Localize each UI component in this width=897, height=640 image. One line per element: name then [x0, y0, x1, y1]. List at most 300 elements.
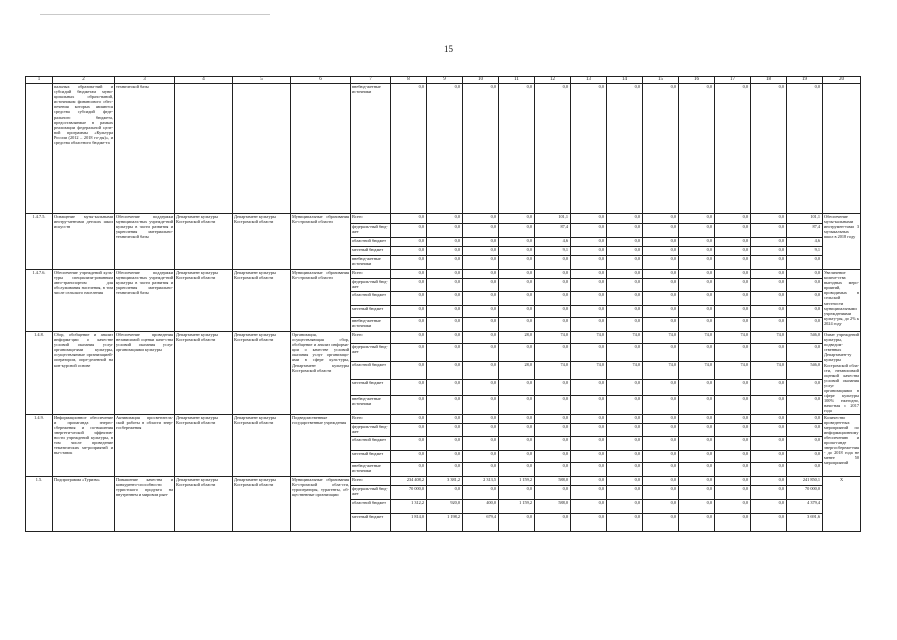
amount-cell: 0,0 — [499, 414, 535, 423]
amount-cell: 0,0 — [679, 270, 715, 279]
amount-cell: 0,0 — [679, 84, 715, 214]
amount-cell: 0,0 — [751, 485, 787, 499]
amount-cell: 0,0 — [607, 318, 643, 332]
amount-cell: 0,0 — [571, 84, 607, 214]
amount-cell: 74,0 — [571, 332, 607, 344]
amount-cell: 0,0 — [571, 256, 607, 270]
amount-cell: 0,0 — [643, 414, 679, 423]
amount-cell: 0,0 — [715, 256, 751, 270]
amount-cell: 0,0 — [427, 306, 463, 318]
amount-cell: 241 850,1 — [787, 476, 823, 485]
amount-cell: 0,0 — [391, 450, 427, 462]
amount-cell: 0,0 — [751, 318, 787, 332]
amount-cell: 0,0 — [571, 279, 607, 292]
amount-cell: 0,0 — [427, 224, 463, 238]
amount-cell: 0,0 — [643, 423, 679, 436]
amount-cell: 0,0 — [787, 84, 823, 214]
amount-cell: 0,0 — [499, 462, 535, 476]
amount-cell: 0,0 — [715, 292, 751, 306]
amount-cell: 0,0 — [643, 485, 679, 499]
amount-cell: 0,0 — [607, 84, 643, 214]
amount-cell: 0,0 — [715, 436, 751, 450]
amount-cell: 0,0 — [427, 414, 463, 423]
amount-cell: 0,0 — [391, 292, 427, 306]
amount-cell: 0,0 — [643, 499, 679, 513]
amount-cell: 0,0 — [715, 318, 751, 332]
amount-cell: 0,0 — [787, 414, 823, 423]
amount-cell: 679,4 — [463, 513, 499, 531]
amount-cell: 0,0 — [463, 462, 499, 476]
amount-cell: 0,0 — [715, 513, 751, 531]
amount-cell: 0,0 — [499, 423, 535, 436]
column-number: 1 — [26, 77, 53, 84]
amount-cell: 0,0 — [643, 318, 679, 332]
amount-cell: 0,0 — [607, 279, 643, 292]
amount-cell: 0,0 — [463, 270, 499, 279]
column-number: 4 — [175, 77, 233, 84]
amount-cell: 0,0 — [571, 414, 607, 423]
funding-source: Всего — [351, 414, 391, 423]
amount-cell: 0,0 — [643, 84, 679, 214]
amount-cell: 0,0 — [463, 214, 499, 224]
amount-cell: 0,0 — [463, 396, 499, 414]
expected-result: Обеспечение музы-кальными инструмен-тами 3 музыкальных школ в 2018 году — [823, 214, 861, 270]
amount-cell: 0,0 — [427, 396, 463, 414]
amount-cell: 74,0 — [571, 362, 607, 380]
amount-cell: 0,0 — [643, 436, 679, 450]
column-number: 14 — [607, 77, 643, 84]
item-number — [26, 84, 53, 214]
item-number: 1.4.7.5. — [26, 214, 53, 270]
amount-cell: 0,0 — [643, 247, 679, 256]
amount-cell: 0,0 — [751, 423, 787, 436]
amount-cell: 0,0 — [679, 396, 715, 414]
amount-cell: 0,0 — [607, 224, 643, 238]
amount-cell: 4 379,4 — [787, 499, 823, 513]
amount-cell: 0,0 — [499, 396, 535, 414]
amount-cell: 0,0 — [571, 270, 607, 279]
amount-cell: 0,0 — [787, 380, 823, 396]
column-number: 19 — [787, 77, 823, 84]
amount-cell: 0,0 — [787, 343, 823, 361]
amount-cell: 546,0 — [787, 332, 823, 344]
amount-cell: 0,0 — [787, 396, 823, 414]
amount-cell: 0,0 — [679, 279, 715, 292]
amount-cell: 0,0 — [715, 380, 751, 396]
amount-cell: 0,0 — [643, 450, 679, 462]
funding-source: федераль-ный бюд-жет — [351, 343, 391, 361]
amount-cell: 0,0 — [391, 423, 427, 436]
amount-cell: 0,0 — [535, 462, 571, 476]
amount-cell: 0,0 — [715, 396, 751, 414]
amount-cell: 3 381,2 — [427, 476, 463, 485]
amount-cell: 0,0 — [571, 318, 607, 332]
amount-cell: 0,0 — [499, 485, 535, 499]
column-number: 13 — [571, 77, 607, 84]
amount-cell: 0,0 — [463, 247, 499, 256]
amount-cell: 0,0 — [643, 270, 679, 279]
amount-cell: 0,0 — [463, 332, 499, 344]
amount-cell: 0,0 — [499, 513, 535, 531]
amount-cell: 0,0 — [751, 214, 787, 224]
item-name: Подпрограмма «Туризм» — [53, 476, 115, 531]
responsible-executor: Департамент культуры Костромской области — [175, 270, 233, 332]
amount-cell: 0,0 — [607, 306, 643, 318]
amount-cell: 0,0 — [463, 450, 499, 462]
funding-source: областной бюджет — [351, 499, 391, 513]
amount-cell: 0,0 — [571, 476, 607, 485]
amount-cell: 0,0 — [391, 396, 427, 414]
amount-cell: 0,0 — [607, 462, 643, 476]
funding-source: местный бюджет — [351, 450, 391, 462]
amount-cell: 0,0 — [607, 476, 643, 485]
amount-cell: 0,0 — [535, 343, 571, 361]
amount-cell: 0,0 — [607, 436, 643, 450]
amount-cell: 0,0 — [427, 362, 463, 380]
amount-cell: 0,0 — [571, 306, 607, 318]
amount-cell: 0,0 — [571, 450, 607, 462]
co-executor: Департамент культуры Костромской области — [233, 332, 291, 415]
amount-cell: 0,0 — [535, 380, 571, 396]
table-row — [26, 476, 861, 485]
amount-cell: 101,1 — [535, 214, 571, 224]
column-number: 3 — [115, 77, 175, 84]
funding-source: местный бюджет — [351, 513, 391, 531]
amount-cell: 0,0 — [427, 423, 463, 436]
amount-cell: 0,0 — [499, 343, 535, 361]
amount-cell: 74,0 — [715, 362, 751, 380]
amount-cell: 0,0 — [571, 513, 607, 531]
funding-source: внебюд-жетные источники — [351, 462, 391, 476]
amount-cell: 0,0 — [751, 513, 787, 531]
funding-source: Всего — [351, 270, 391, 279]
table-row — [26, 214, 861, 224]
participants: Подведомственные государственные учреждения — [291, 414, 351, 476]
amount-cell: 0,0 — [463, 362, 499, 380]
amount-cell: 0,0 — [679, 423, 715, 436]
funding-source: местный бюджет — [351, 380, 391, 396]
amount-cell: 0,0 — [715, 423, 751, 436]
item-name: Обеспечение учреждений куль-туры специализи-рованным авто-транспортом для обслуживания населения, в том числе сельского населения — [53, 270, 115, 332]
amount-cell: 0,0 — [679, 450, 715, 462]
amount-cell: 0,0 — [715, 306, 751, 318]
amount-cell: 0,0 — [643, 224, 679, 238]
column-number: 2 — [53, 77, 115, 84]
amount-cell: 0,0 — [751, 414, 787, 423]
funding-source: местный бюджет — [351, 306, 391, 318]
amount-cell: 1 814,0 — [391, 513, 427, 531]
amount-cell: 0,0 — [391, 214, 427, 224]
amount-cell: 87,4 — [535, 224, 571, 238]
amount-cell: 0,0 — [427, 247, 463, 256]
amount-cell: 74,0 — [751, 362, 787, 380]
amount-cell: 0,0 — [499, 292, 535, 306]
amount-cell: 74,0 — [679, 332, 715, 344]
participants: Муниципальные образования Ко-стромской обла-сти, туроператоры, турагенты, об-щественные организации — [291, 476, 351, 531]
amount-cell: 0,0 — [535, 318, 571, 332]
amount-cell: 0,0 — [463, 343, 499, 361]
amount-cell: 0,0 — [679, 499, 715, 513]
amount-cell: 0,0 — [427, 292, 463, 306]
column-number: 10 — [463, 77, 499, 84]
amount-cell: 0,0 — [715, 238, 751, 247]
amount-cell: 920,0 — [427, 499, 463, 513]
amount-cell: 0,0 — [679, 414, 715, 423]
amount-cell: 0,0 — [463, 436, 499, 450]
amount-cell: 0,0 — [571, 423, 607, 436]
amount-cell: 74,0 — [607, 362, 643, 380]
column-number: 7 — [351, 77, 391, 84]
amount-cell: 0,0 — [391, 306, 427, 318]
column-number: 16 — [679, 77, 715, 84]
amount-cell: 9,1 — [787, 247, 823, 256]
amount-cell: 0,0 — [463, 224, 499, 238]
amount-cell: 0,0 — [391, 318, 427, 332]
amount-cell: 0,0 — [427, 238, 463, 247]
amount-cell: 0,0 — [715, 462, 751, 476]
amount-cell: 0,0 — [535, 292, 571, 306]
participants: Муниципальные образования Ко-стромской области — [291, 214, 351, 270]
amount-cell: 0,0 — [679, 513, 715, 531]
amount-cell: 0,0 — [499, 84, 535, 214]
amount-cell: 0,0 — [391, 436, 427, 450]
item-goal: Обеспечение поддержки муниципаль-ных учрежде-ний культуры в части развития и укрепления материально-технической базы — [115, 270, 175, 332]
amount-cell: 0,0 — [715, 84, 751, 214]
column-number: 17 — [715, 77, 751, 84]
column-number: 12 — [535, 77, 571, 84]
expected-result: Х — [823, 476, 861, 531]
amount-cell: 0,0 — [679, 238, 715, 247]
amount-cell: 0,0 — [607, 247, 643, 256]
amount-cell: 0,0 — [427, 270, 463, 279]
amount-cell: 0,0 — [427, 343, 463, 361]
item-goal: Обеспечение поддержки муниципаль-ных учрежде-ний культуры в части развития и укрепления материально-технической базы — [115, 214, 175, 270]
expected-result: Количество проведен-ных мероприятий по информационному обеспечению и пропа-ганде энергосбереже-ния - до 2018 года не менее 50 мероприятий — [823, 414, 861, 476]
amount-cell: 70 000,0 — [787, 485, 823, 499]
amount-cell: 0,0 — [679, 224, 715, 238]
amount-cell: 0,0 — [787, 292, 823, 306]
amount-cell: 0,0 — [715, 499, 751, 513]
amount-cell: 0,0 — [571, 224, 607, 238]
amount-cell: 0,0 — [463, 306, 499, 318]
item-goal: Обеспечение проведения независимой оценки каче-ства условий оказания услуг организациями культуры — [115, 332, 175, 415]
amount-cell: 0,0 — [787, 306, 823, 318]
amount-cell: 74,0 — [715, 332, 751, 344]
amount-cell: 0,0 — [427, 436, 463, 450]
table-row — [26, 84, 861, 214]
funding-source: областной бюджет — [351, 238, 391, 247]
amount-cell: 0,0 — [679, 462, 715, 476]
item-name: Информационное обеспечение и пропаганда энерго-сбережения и по-вышения энергети-ческой эффектив-ности учреждений культуры, в том числе проведение тематических ме-роприятий и вы-ставок — [53, 414, 115, 476]
amount-cell: 101,1 — [787, 214, 823, 224]
amount-cell: 0,0 — [427, 84, 463, 214]
amount-cell: 0,0 — [391, 270, 427, 279]
amount-cell: 4,6 — [535, 238, 571, 247]
amount-cell: 0,0 — [391, 343, 427, 361]
amount-cell: 0,0 — [751, 306, 787, 318]
amount-cell: 0,0 — [715, 247, 751, 256]
amount-cell: 0,0 — [427, 380, 463, 396]
funding-source: федераль-ный бюд-жет — [351, 423, 391, 436]
amount-cell: 0,0 — [463, 256, 499, 270]
amount-cell: 0,0 — [571, 436, 607, 450]
funding-source: областной бюджет — [351, 436, 391, 450]
amount-cell: 0,0 — [535, 450, 571, 462]
funding-source: областной бюджет — [351, 362, 391, 380]
amount-cell: 0,0 — [643, 238, 679, 247]
funding-source: внебюд-жетные источники — [351, 84, 391, 214]
amount-cell: 0,0 — [715, 476, 751, 485]
column-number: 6 — [291, 77, 351, 84]
amount-cell: 0,0 — [571, 292, 607, 306]
amount-cell: 1 159,2 — [499, 476, 535, 485]
amount-cell: 0,0 — [571, 238, 607, 247]
funding-source: федераль-ный бюд-жет — [351, 224, 391, 238]
co-executor: Департамент культуры Костромской области — [233, 270, 291, 332]
co-executor: Департамент культуры Костромской области — [233, 414, 291, 476]
amount-cell: 0,0 — [463, 292, 499, 306]
amount-cell: 0,0 — [679, 476, 715, 485]
amount-cell: 0,0 — [463, 380, 499, 396]
amount-cell: 0,0 — [751, 279, 787, 292]
amount-cell: 0,0 — [679, 247, 715, 256]
amount-cell: 0,0 — [751, 84, 787, 214]
participants — [291, 84, 351, 214]
responsible-executor: Департамент культуры Костромской области — [175, 214, 233, 270]
amount-cell: 0,0 — [715, 343, 751, 361]
amount-cell: 28,0 — [499, 332, 535, 344]
amount-cell: 0,0 — [607, 423, 643, 436]
amount-cell: 70 000,0 — [391, 485, 427, 499]
amount-cell: 0,0 — [571, 343, 607, 361]
amount-cell: 0,0 — [571, 499, 607, 513]
amount-cell: 0,0 — [463, 238, 499, 247]
amount-cell: 0,0 — [715, 414, 751, 423]
amount-cell: 0,0 — [751, 238, 787, 247]
amount-cell: 0,0 — [643, 279, 679, 292]
budget-table — [25, 76, 861, 532]
amount-cell: 0,0 — [607, 238, 643, 247]
column-number: 20 — [823, 77, 861, 84]
amount-cell: 400,0 — [463, 499, 499, 513]
amount-cell: 0,0 — [571, 462, 607, 476]
amount-cell: 0,0 — [643, 256, 679, 270]
amount-cell: 0,0 — [535, 485, 571, 499]
amount-cell: 0,0 — [499, 279, 535, 292]
item-goal: технической базы — [115, 84, 175, 214]
amount-cell: 0,0 — [643, 396, 679, 414]
amount-cell: 0,0 — [499, 436, 535, 450]
amount-cell: 0,0 — [463, 279, 499, 292]
amount-cell: 0,0 — [427, 214, 463, 224]
funding-source: внебюд-жетные источники — [351, 318, 391, 332]
amount-cell: 0,0 — [679, 485, 715, 499]
item-name: пальных образова-ний и субсидий бюджетам муни-ципальных образо-ваний, источником финансового обес-печения которых являются средства субсидий феде-рального бюджета, предоставляемые в рамках реализации федеральной целе-вой программы «Культура России (2012 – 2018 го-ды)», и средства областного бюдже-та — [53, 84, 115, 214]
amount-cell: 0,0 — [571, 247, 607, 256]
amount-cell: 0,0 — [535, 423, 571, 436]
amount-cell: 0,0 — [751, 224, 787, 238]
amount-cell: 0,0 — [751, 247, 787, 256]
expected-result — [823, 84, 861, 214]
amount-cell: 74,0 — [535, 362, 571, 380]
amount-cell: 0,0 — [535, 396, 571, 414]
table-row — [26, 332, 861, 344]
amount-cell: 0,0 — [787, 423, 823, 436]
amount-cell: 74,0 — [643, 362, 679, 380]
amount-cell: 0,0 — [391, 279, 427, 292]
amount-cell: 0,0 — [751, 292, 787, 306]
amount-cell: 0,0 — [391, 462, 427, 476]
amount-cell: 0,0 — [679, 256, 715, 270]
amount-cell: 0,0 — [679, 436, 715, 450]
amount-cell: 0,0 — [751, 380, 787, 396]
amount-cell: 0,0 — [391, 256, 427, 270]
amount-cell: 0,0 — [535, 270, 571, 279]
amount-cell: 0,0 — [391, 84, 427, 214]
funding-source: внебюд-жетные источники — [351, 256, 391, 270]
funding-source: федераль-ный бюд-жет — [351, 279, 391, 292]
amount-cell: 0,0 — [607, 292, 643, 306]
amount-cell: 0,0 — [643, 214, 679, 224]
column-number: 11 — [499, 77, 535, 84]
responsible-executor — [175, 84, 233, 214]
amount-cell: 0,0 — [607, 450, 643, 462]
amount-cell: 0,0 — [715, 224, 751, 238]
amount-cell: 0,0 — [391, 362, 427, 380]
item-number: 1.5. — [26, 476, 53, 531]
amount-cell: 0,0 — [679, 292, 715, 306]
amount-cell: 0,0 — [463, 318, 499, 332]
participants: Организация, осуществляющая сбор, обобщение и анализ информа-ции о качестве условий оказания услуг организаци-ями в сфере куль-туры, Департамент культуры Костромской области — [291, 332, 351, 415]
amount-cell: 87,4 — [787, 224, 823, 238]
amount-cell: 0,0 — [787, 450, 823, 462]
amount-cell: 0,0 — [535, 306, 571, 318]
co-executor — [233, 84, 291, 214]
amount-cell: 0,0 — [571, 380, 607, 396]
amount-cell: 0,0 — [607, 380, 643, 396]
amount-cell: 0,0 — [787, 270, 823, 279]
table-row — [26, 270, 861, 279]
funding-source: местный бюджет — [351, 247, 391, 256]
item-goal: Повышение качества и конкуренто-способности туристского продукта на внутреннем и мировом рын- — [115, 476, 175, 531]
amount-cell: 0,0 — [391, 247, 427, 256]
amount-cell: 0,0 — [751, 462, 787, 476]
amount-cell: 0,0 — [463, 414, 499, 423]
amount-cell: 0,0 — [643, 380, 679, 396]
amount-cell: 0,0 — [499, 380, 535, 396]
amount-cell: 0,0 — [751, 270, 787, 279]
amount-cell: 0,0 — [607, 485, 643, 499]
expected-result: Охват учреждений культуры, подведом-ственных Департамен-ту культуры Костромской обла-сти, независимой оценкой качества условий оказания услуг организациями в сфере культуры 100% ежегодно, начи-ная с 2017 года — [824, 332, 859, 414]
amount-cell: 0,0 — [535, 84, 571, 214]
amount-cell: 0,0 — [643, 306, 679, 318]
column-number: 8 — [391, 77, 427, 84]
column-number: 9 — [427, 77, 463, 84]
amount-cell: 0,0 — [751, 343, 787, 361]
amount-cell: 0,0 — [787, 436, 823, 450]
column-number: 5 — [233, 77, 291, 84]
amount-cell: 0,0 — [787, 256, 823, 270]
amount-cell: 0,0 — [535, 513, 571, 531]
amount-cell: 0,0 — [427, 279, 463, 292]
header-rule — [40, 14, 270, 15]
amount-cell: 0,0 — [463, 423, 499, 436]
responsible-executor: Департамент культуры Костромской области — [175, 414, 233, 476]
amount-cell: 4,6 — [787, 238, 823, 247]
expected-result: Увеличение количе-ства выездных меро-приятий, проводимых в сельской местности муниципальными учреждениями культу-ры, до 2% к 2024 году — [823, 270, 861, 332]
amount-cell: 1 159,2 — [499, 499, 535, 513]
funding-source: внебюд-жетные источники — [351, 396, 391, 414]
